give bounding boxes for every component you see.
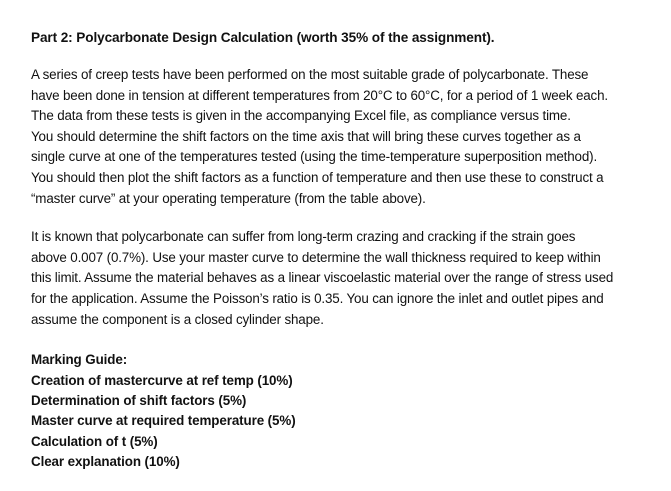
paragraph-line: this limit. Assume the material behaves as a linear viscoelastic material over the range of stress used xyxy=(31,270,614,286)
paragraph-line: assume the component is a closed cylinder shape. xyxy=(31,311,324,327)
paragraph-line: A series of creep tests have been performed on the most suitable grade of polycarbonate. These xyxy=(31,67,589,82)
paragraph-line: You should determine the shift factors on the time axis that will bring these curves together as a xyxy=(31,128,581,144)
paragraph-line: above 0.007 (0.7%). Use your master curve to determine the wall thickness required to keep within xyxy=(31,249,601,265)
paragraph-line: for the application. Assume the Poisson’s ratio is 0.35. You can ignore the inlet and outlet pipes and xyxy=(31,290,604,306)
marking-guide-item: Determination of shift factors (5%) xyxy=(31,392,247,408)
marking-guide-title: Marking Guide: xyxy=(31,352,128,368)
paragraph-line: The data from these tests is given in the accompanying Excel file, as compliance versus time. xyxy=(31,108,571,124)
paragraph-line: have been done in tension at different temperatures from 20°C to 60°C, for a period of 1 week each. xyxy=(31,87,608,103)
paragraph-line: “master curve” at your operating temperature (from the table above). xyxy=(31,190,426,206)
paragraph-line: You should then plot the shift factors as a function of temperature and then use these to construct a xyxy=(31,169,604,185)
paragraph-crazing xyxy=(31,227,651,330)
marking-guide-item: Master curve at required temperature (5%) xyxy=(31,413,296,429)
paragraph-line: It is known that polycarbonate can suffer from long-term crazing and cracking if the strain goes xyxy=(31,229,576,245)
paragraph-creep-tests xyxy=(31,65,651,209)
paragraph-spacer xyxy=(31,209,651,227)
marking-guide-item: Clear explanation (10%) xyxy=(31,454,180,470)
marking-guide-item: Calculation of t (5%) xyxy=(31,433,158,449)
section-heading: Part 2: Polycarbonate Design Calculation (worth 35% of the assignment). xyxy=(31,30,495,45)
marking-guide-item: Creation of mastercurve at ref temp (10%) xyxy=(31,372,293,388)
marking-guide xyxy=(31,350,651,472)
paragraph-line: single curve at one of the temperatures tested (using the time-temperature superposition method). xyxy=(31,149,598,165)
